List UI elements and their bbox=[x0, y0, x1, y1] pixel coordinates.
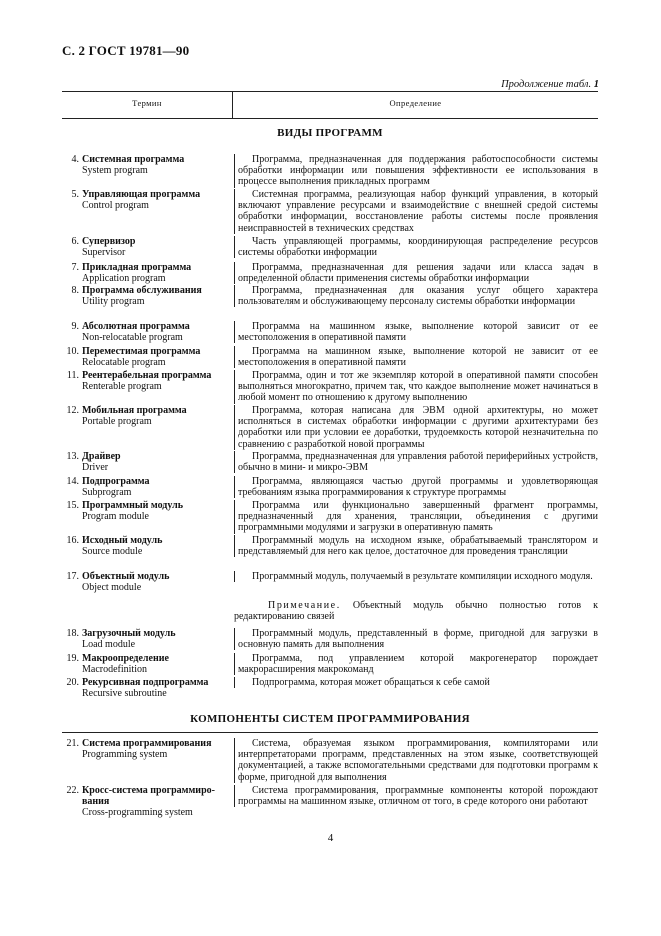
term-en: Utility program bbox=[82, 296, 145, 308]
term-ru: Системная программа bbox=[82, 154, 185, 165]
column-header-term: Термин bbox=[132, 98, 162, 108]
term-cell: 16. Исходный модуль Source module bbox=[62, 535, 230, 557]
definition-cell: Программа на машинном языке, выполнение которой зависит от ее местоположения в оперативной памяти bbox=[234, 321, 598, 343]
term-en: Relocatable program bbox=[82, 357, 166, 369]
term-ru: Объектный модуль bbox=[82, 571, 170, 582]
column-header-definition: Определение bbox=[389, 98, 442, 108]
term-cell: 10. Переместимая программа Relocatable program bbox=[62, 346, 230, 368]
term-en: Supervisor bbox=[82, 247, 126, 259]
definition-cell: Программный модуль на исходном языке, обрабатываемый транслятором и представляемый для него как целое, достаточное для проведения трансляции bbox=[234, 535, 598, 557]
definition-cell: Программа, являющаяся частью другой программы и удовлетворяющая требованиям языка программирования к структуре программы bbox=[234, 476, 598, 498]
term-ru: Прикладная программа bbox=[82, 262, 192, 273]
term-en: Cross-programming system bbox=[82, 807, 193, 819]
table-note bbox=[234, 600, 598, 622]
term-en: Program module bbox=[82, 511, 149, 523]
term-cell: 5. Управляющая программа Control program bbox=[62, 189, 230, 211]
term-cell: 9. Абсолютная программа Non-relocatable program bbox=[62, 321, 230, 343]
note-label: Примечание. bbox=[268, 600, 341, 611]
term-ru: Исходный модуль bbox=[82, 535, 163, 546]
term-en: Source module bbox=[82, 546, 143, 558]
term-en: Renterable program bbox=[82, 381, 162, 393]
definition-cell: Программный модуль, представленный в форме, пригодной для загрузки в основную память для выполнения bbox=[234, 628, 598, 650]
term-ru: Подпрограмма bbox=[82, 476, 150, 487]
definition-cell: Часть управляющей программы, координирующая распределение ресурсов системы обработки информации bbox=[234, 236, 598, 258]
term-en: Portable program bbox=[82, 416, 152, 428]
term-ru: Система программирования bbox=[82, 738, 212, 749]
note-text: Объектный модуль обычно полностью готов к редактированию связей bbox=[234, 600, 598, 623]
term-cell: 12. Мобильная программа Portable program bbox=[62, 405, 230, 427]
term-cell: 8. Программа обслуживания Utility program bbox=[62, 285, 230, 307]
definition-cell: Программа или функционально завершенный фрагмент программы, предназначенный для хранения, трансляции, объединения с другими программными модулями и загрузки в оперативную память bbox=[234, 500, 598, 534]
term-ru: Супервизор bbox=[82, 236, 136, 247]
term-ru: Мобильная программа bbox=[82, 405, 187, 416]
term-en: Application program bbox=[82, 273, 166, 285]
definition-cell: Системная программа, реализующая набор функций управления, в который включают управление ресурсами и взаимодействие с внешней средой системы обработки информации, восстановление работы системы после проявления неисправностей в технических средствах bbox=[234, 189, 598, 234]
term-en: Macrodefinition bbox=[82, 664, 147, 676]
term-cell: 21. Система программирования Programming system bbox=[62, 738, 230, 760]
term-en: Recursive subroutine bbox=[82, 688, 167, 700]
term-cell: 11. Реентерабельная программа Renterable program bbox=[62, 370, 230, 392]
term-cell: 13. Драйвер Driver bbox=[62, 451, 230, 473]
term-en: Programming system bbox=[82, 749, 168, 761]
term-ru: Загрузочный модуль bbox=[82, 628, 176, 639]
term-cell: 4. Системная программа System program bbox=[62, 154, 230, 176]
table-header-rule bbox=[62, 118, 598, 119]
term-en: Non-relocatable program bbox=[82, 332, 183, 344]
term-en: Control program bbox=[82, 200, 149, 212]
term-cell: 15. Программный модуль Program module bbox=[62, 500, 230, 522]
definition-cell: Программа, предназначенная для поддержания работоспособности системы обработки информации или повышения эффективности ее использования в процессе выполнения прикладных программ bbox=[234, 154, 598, 188]
definition-cell: Система, образуемая языком программирования, компиляторами или интерпретаторами программ, представленных на этом языке, соответствующей документацией, а также вспомогательными средствами для подготовки программ к форме, пригодной для выполнения bbox=[234, 738, 598, 783]
term-cell: 7. Прикладная программа Application program bbox=[62, 262, 230, 284]
term-ru: Реентерабельная программа bbox=[82, 370, 212, 381]
term-en: System program bbox=[82, 165, 148, 177]
term-cell: 14. Подпрограмма Subprogram bbox=[62, 476, 230, 498]
term-ru: Кросс-система программиро- bbox=[82, 785, 215, 796]
term-ru: Программа обслуживания bbox=[82, 285, 202, 296]
definition-cell: Программа на машинном языке, выполнение которой не зависит от ее местоположения в оперативной памяти bbox=[234, 346, 598, 368]
term-cell: 19. Макроопределение Macrodefinition bbox=[62, 653, 230, 675]
term-ru: Программный модуль bbox=[82, 500, 183, 511]
term-ru-continued: вания bbox=[82, 796, 110, 808]
definition-cell: Подпрограмма, которая может обращаться к себе самой bbox=[234, 677, 598, 688]
term-en: Subprogram bbox=[82, 487, 132, 499]
definition-cell: Программа, которая написана для ЭВМ одной архитектуры, но может исполняться в системах обработки информации с другими архитектурами без доработки или при условии ее доработки, трудоемкость которой незначительна по сравнению с разработкой новой программы bbox=[234, 405, 598, 450]
term-cell: 20. Рекурсивная подпрограмма Recursive subroutine bbox=[62, 677, 230, 699]
table-continuation: Продолжение табл. 1 bbox=[501, 79, 599, 90]
term-ru: Рекурсивная подпрограмма bbox=[82, 677, 209, 688]
term-ru: Драйвер bbox=[82, 451, 121, 462]
term-ru: Макроопределение bbox=[82, 653, 169, 664]
definition-cell: Программа, предназначенная для решения задачи или класса задач в определенной области применения системы обработки информации bbox=[234, 262, 598, 284]
term-ru: Управляющая программа bbox=[82, 189, 201, 200]
term-cell: 18. Загрузочный модуль Load module bbox=[62, 628, 230, 650]
section-title: ВИДЫ ПРОГРАММ bbox=[277, 127, 383, 139]
section-rule bbox=[62, 732, 598, 733]
definition-cell: Программа, предназначенная для управления работой периферийных устройств, обычно в мини- и микро-ЭВМ bbox=[234, 451, 598, 473]
term-ru: Абсолютная программа bbox=[82, 321, 190, 332]
page-number: 4 bbox=[327, 832, 334, 844]
term-cell: 22. Кросс-система программиро- вания Cross-programming system bbox=[62, 785, 230, 819]
term-ru: Переместимая программа bbox=[82, 346, 201, 357]
page-header: С. 2 ГОСТ 19781—90 bbox=[62, 43, 190, 58]
term-en: Object module bbox=[82, 582, 142, 594]
definition-cell: Программа, под управлением которой макрогенератор порождает макрорасширения макрокоманд bbox=[234, 653, 598, 675]
section-title: КОМПОНЕНТЫ СИСТЕМ ПРОГРАММИРОВАНИЯ bbox=[190, 713, 470, 725]
definition-cell: Программа, один и тот же экземпляр которой в оперативной памяти способен выполняться многократно, причем так, что каждое выполнение может начинаться в любой момент по отношению к другому выполнению bbox=[234, 370, 598, 404]
table-top-rule bbox=[62, 91, 598, 92]
term-cell: 17. Объектный модуль Object module bbox=[62, 571, 230, 593]
definition-cell: Программный модуль, получаемый в результате компиляции исходного модуля. bbox=[234, 571, 598, 582]
term-en: Driver bbox=[82, 462, 109, 474]
term-en: Load module bbox=[82, 639, 136, 651]
definition-cell: Программа, предназначенная для оказания услуг общего характера пользователям и обслуживающему персоналу системы обработки информации bbox=[234, 285, 598, 307]
definition-cell: Система программирования, программные компоненты которой порождают программы на машинном языке, отличном от того, в среде которого они работают bbox=[234, 785, 598, 807]
term-cell: 6. Супервизор Supervisor bbox=[62, 236, 230, 258]
